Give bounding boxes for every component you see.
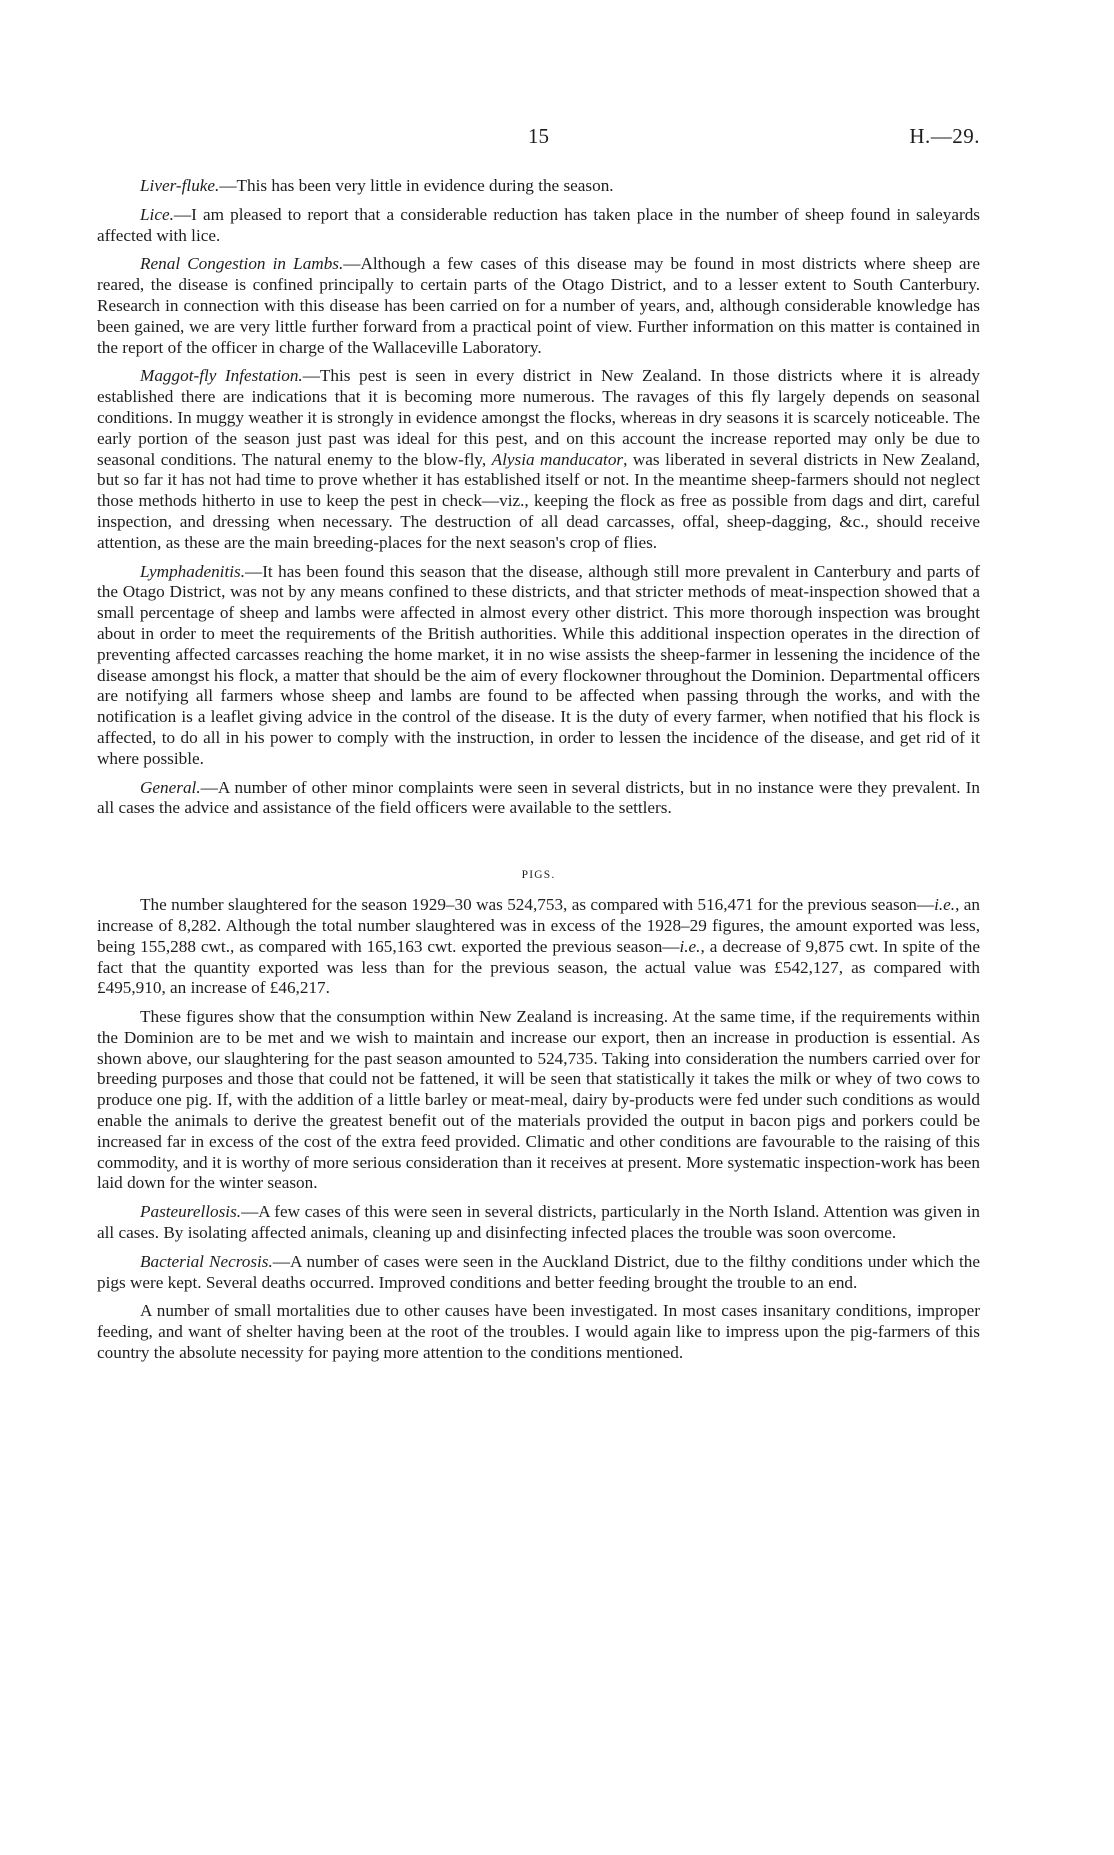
paragraph-pigs-slaughter bbox=[97, 895, 980, 999]
paragraph-lead: Renal Congestion in Lambs. bbox=[140, 254, 344, 274]
paragraph-pasteurellosis bbox=[97, 1202, 980, 1244]
abbreviation-ie: i.e. bbox=[679, 936, 701, 956]
paragraph-text-continued: , was liberated in several districts in New Zealand, but so far it has not had time to prove whether it has established itself or not. In the meantime sheep-farmers should not neglect those methods hitherto in use to keep the pest in check—viz., keeping the flock as free as possible from dags and dirt, careful inspection, and dressing when necessary. The destruction of all dead carcasses, offal, sheep-dagging, &c., should receive attention, as these are the main breeding-places for the next season's crop of flies. bbox=[97, 449, 980, 552]
report-code: H.—29. bbox=[909, 124, 980, 148]
paragraph-text: —I am pleased to report that a considerable reduction has taken place in the number of sheep found in saleyards affected with lice. bbox=[97, 204, 980, 245]
paragraph-text: —A few cases of this were seen in several districts, particularly in the North Island. Attention was given in all cases. By isolating affected animals, cleaning up and disinfecting infected places the trouble was soon overcome. bbox=[97, 1202, 980, 1243]
paragraph-liver-fluke bbox=[97, 176, 980, 197]
paragraph-general bbox=[97, 778, 980, 820]
paragraph-text: —This has been very little in evidence during the season. bbox=[219, 176, 614, 195]
paragraph-lice bbox=[97, 205, 980, 247]
paragraph-bacterial-necrosis bbox=[97, 1252, 980, 1294]
paragraph-pigs-consumption: These figures show that the consumption within New Zealand is increasing. At the same time, if the requirements within the Dominion are to be met and we wish to maintain and increase our export, then an increase in production is essential. As shown above, our slaughtering for the past season amounted to 524,735. Taking into consideration the numbers carried over for breeding purposes and those that could not be fattened, it will be seen that statistically it takes the milk or whey of two cows to produce one pig. If, with the addition of a little barley or meat-meal, dairy by-products were fed under such conditions as would enable the animals to derive the greatest benefit out of the materials provided the output in bacon pigs and porkers could be increased far in excess of the cost of the extra feed provided. Climatic and other conditions are favourable to the raising of this commodity, and it is worthy of more serious consideration than it receives at present. More systematic inspection-work has been laid down for the winter season. bbox=[97, 1007, 980, 1193]
section-heading-pigs: PIGS. bbox=[521, 869, 556, 882]
page-number: 15 bbox=[528, 124, 549, 148]
paragraph-text: —A number of cases were seen in the Auckland District, due to the filthy conditions under which the pigs were kept. Several deaths occurred. Improved conditions and better feeding brought the trouble to an end. bbox=[97, 1251, 980, 1292]
paragraph-lead: General. bbox=[140, 777, 201, 797]
paragraph-text: —Although a few cases of this disease may be found in most districts where sheep are reared, the disease is confined principally to certain parts of the Otago District, and to a lesser extent to South Canterbury. Research in connection with this disease has been carried on for a number of years, and, although considerable knowledge has been gained, we are very little further forward from a practical point of view. Further information on this matter is contained in the report of the officer in charge of the Wallaceville Laboratory. bbox=[97, 254, 981, 357]
paragraph-lead: Maggot-fly Infestation. bbox=[140, 366, 303, 386]
paragraph-lymphadenitis bbox=[97, 562, 980, 770]
page-header bbox=[97, 124, 980, 154]
paragraph-lead: Pasteurellosis. bbox=[140, 1202, 242, 1222]
paragraph-text: The number slaughtered for the season 1929–30 was 524,753, as compared with 516,471 for the previous season— bbox=[140, 895, 935, 915]
paragraph-text: —This pest is seen in every district in New Zealand. In those districts where it is already established there are indications that it is becoming more numerous. The ravages of this fly largely depends on seasonal conditions. In muggy weather it is strongly in evidence amongst the flocks, whereas in dry seasons it is scarcely noticeable. The early portion of the season just past was ideal for this pest, and on this account the increase reported may only be due to seasonal conditions. The natural enemy to the blow-fly, bbox=[97, 366, 980, 469]
paragraph-text: , an increase of 8,282. Although the total number slaughtered was in excess of the 1928–29 figures, the amount exported was less, being 155,288 cwt., as compared with 165,163 cwt. exported the previous season— bbox=[97, 895, 980, 956]
document-page bbox=[97, 124, 980, 1372]
paragraph-renal-congestion bbox=[97, 254, 980, 358]
paragraph-lead: Lymphadenitis. bbox=[140, 561, 245, 581]
paragraph-lead: Bacterial Necrosis. bbox=[140, 1251, 273, 1271]
paragraph-maggot-fly bbox=[97, 366, 980, 553]
species-name: Alysia manducator bbox=[491, 449, 624, 469]
paragraph-text: , a decrease of 9,875 cwt. In spite of the fact that the quantity exported was less than for the previous season, the actual value was £542,127, as compared with £495,910, an increase of £46,217. bbox=[97, 936, 981, 998]
paragraph-text: —A number of other minor complaints were seen in several districts, but in no instance were they prevalent. In all cases the advice and assistance of the field officers were available to the settlers. bbox=[97, 777, 980, 818]
paragraph-lead: Liver-fluke. bbox=[140, 176, 220, 195]
paragraph-text: —It has been found this season that the disease, although still more prevalent in Canterbury and parts of the Otago District, was not by any means confined to these districts, and that stricter methods of meat-inspection showed that a small percentage of sheep and lambs were affected in almost every other district. This more thorough inspection was brought about in order to meet the requirements of the British authorities. While this additional inspection operates in the direction of preventing affected carcasses reaching the home market, it in no wise assists the sheep-farmer in lessening the incidence of the disease amongst his flock, a matter that should be the aim of every flockowner throughout the Dominion. Departmental officers are notifying all farmers whose sheep and lambs are found to be affected when passing through the works, and with the notification is a leaflet giving advice in the control of the disease. It is the duty of every farmer, when notified that his flock is affected, to do all in his power to comply with the instruction, in order to lessen the incidence of the disease, and get rid of it where possible. bbox=[97, 561, 980, 768]
paragraph-small-mortalities: A number of small mortalities due to other causes have been investigated. In most cases insanitary conditions, improper feeding, and want of shelter having been at the root of the troubles. I would again like to impress upon the pig-farmers of this country the absolute necessity for paying more attention to the conditions mentioned. bbox=[97, 1301, 980, 1363]
abbreviation-ie: i.e. bbox=[934, 895, 956, 915]
paragraph-lead: Lice. bbox=[140, 204, 174, 224]
